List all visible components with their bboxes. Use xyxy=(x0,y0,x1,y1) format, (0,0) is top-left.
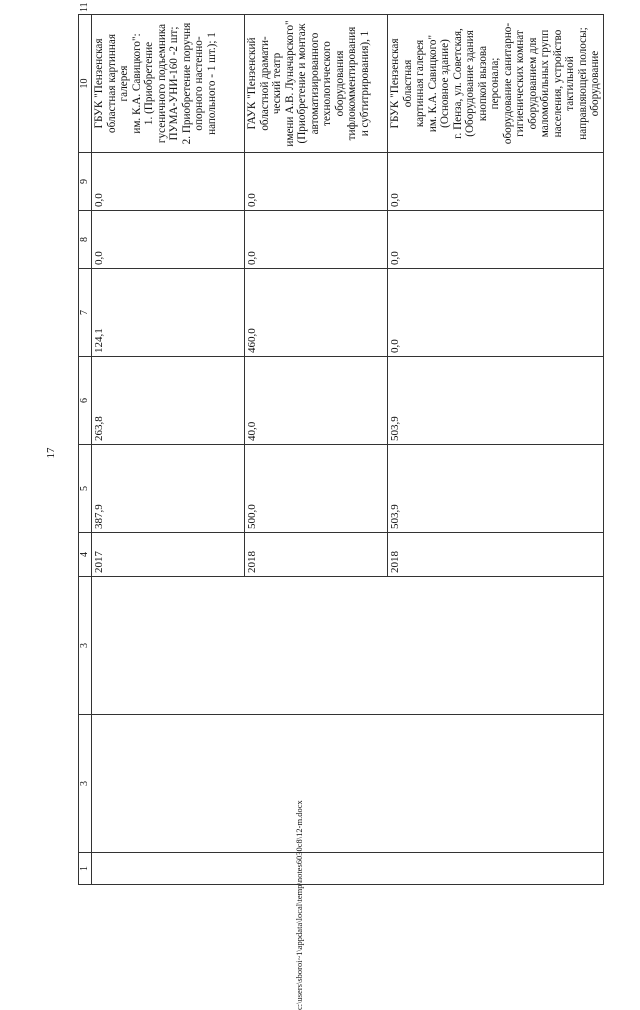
value-cell: 503,9 xyxy=(388,445,604,533)
value-cell: 0,0 xyxy=(245,153,388,211)
organization-cell: ГБУК "Пензенская областная картинная галерея им. К.А. Савицкого": 1. (Приобретение гусеничного подъемника ПУМА-УНИ-160 -2 шт; 2. Приобретение поручня опорного настенно- напольного - 1 шт.); 1 xyxy=(92,15,245,153)
year-cell: 2018 xyxy=(388,533,604,577)
col-header: 3 xyxy=(79,577,92,715)
cell-col1 xyxy=(92,853,604,885)
col-header: 7 xyxy=(79,269,92,357)
year-cell: 2018 xyxy=(245,533,388,577)
value-cell: 263,8 xyxy=(92,357,245,445)
col-header: 1 xyxy=(79,853,92,885)
value-cell: 40,0 xyxy=(245,357,388,445)
footer-file-path: c:\users\sboroi~1\appdata\local\temp\notes6030c8\12-m.docx xyxy=(294,800,304,1010)
value-cell: 500,0 xyxy=(245,445,388,533)
col-header: 6 xyxy=(79,357,92,445)
value-cell: 0,0 xyxy=(388,211,604,269)
value-cell: 0,0 xyxy=(92,153,245,211)
page-number: 17 xyxy=(45,447,57,459)
value-cell: 0,0 xyxy=(245,211,388,269)
value-cell: 0,0 xyxy=(388,269,604,357)
year-cell: 2017 xyxy=(92,533,245,577)
value-cell: 503,9 xyxy=(388,357,604,445)
col-header: 4 xyxy=(79,533,92,577)
organization-cell: ГБУК "Пензенская областная картинная галерея им. К.А. Савицкого" (Основное здание) г. Пенза, ул. Советская, (Оборудование здания кнопкой вызова персонала; оборудование санитарно- гигиенических комнат оборудованием для маломобильных групп населения, устройство тактильной направляющей полосы; оборудование xyxy=(388,15,604,153)
value-cell: 124,1 xyxy=(92,269,245,357)
col-header: 3 xyxy=(79,715,92,853)
col-header: 10 xyxy=(79,15,92,153)
value-cell: 387,9 xyxy=(92,445,245,533)
table-row xyxy=(92,15,245,885)
cell-col3b xyxy=(92,577,604,715)
rotated-table-container xyxy=(78,2,601,885)
value-cell: 0,0 xyxy=(388,153,604,211)
col-header: 5 xyxy=(79,445,92,533)
data-table xyxy=(78,2,604,885)
header-row: 1 3 3 4 5 6 7 8 9 10 11 xyxy=(79,15,92,885)
cell-col3a xyxy=(92,715,604,853)
col-header: 8 xyxy=(79,211,92,269)
value-cell: 460,0 xyxy=(245,269,388,357)
value-cell: 0,0 xyxy=(92,211,245,269)
organization-cell: ГАУК "Пензенский областной драмати- ческий театр имени А.В. Луначарского" (Приобретение и монтаж автоматизированного технологического оборудования тифлокомментирования и субтитрирования), 1 xyxy=(245,15,388,153)
col-header: 9 xyxy=(79,153,92,211)
